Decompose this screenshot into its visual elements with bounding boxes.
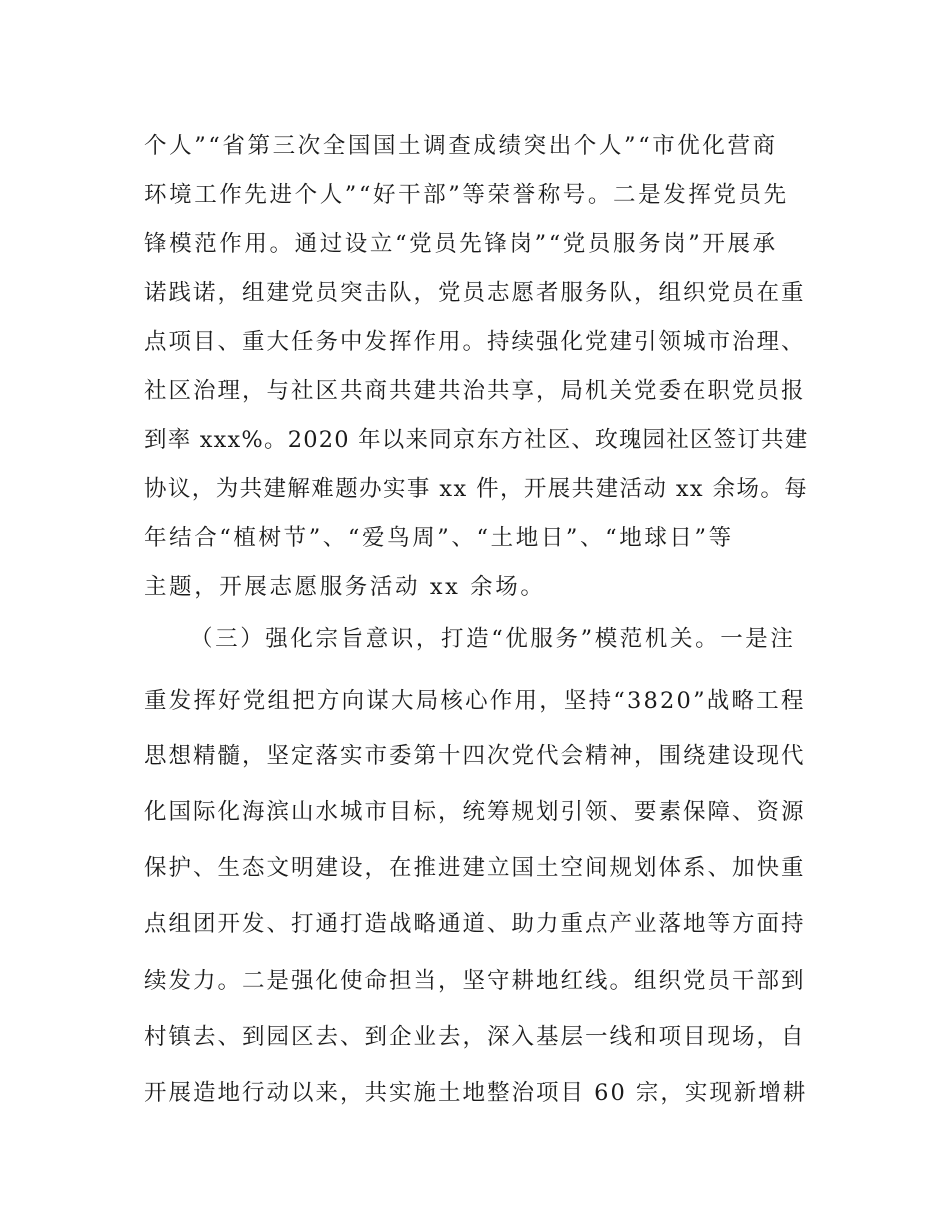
text-line: 主题，开展志愿服务活动 xx 余场。 <box>144 574 546 600</box>
text-line: 年结合“植树节”、“爱鸟周”、“土地日”、“地球日”等 <box>144 525 734 551</box>
text-line: 村镇去、到园区去、到企业去，深入基层一线和项目现场，自 <box>144 1024 806 1050</box>
text-line: 开展造地行动以来，共实施土地整治项目 60 宗，实现新增耕 <box>144 1080 808 1106</box>
text-line: 思想精髓，坚定落实市委第十四次党代会精神，围绕建设现代 <box>144 743 806 769</box>
text-line: 锋模范作用。通过设立“党员先锋岗”“党员服务岗”开展承 <box>144 231 778 257</box>
text-line: 化国际化海滨山水城市目标，统筹规划引领、要素保障、资源 <box>144 799 806 825</box>
text-line: 协议，为共建解难题办实事 xx 件，开展共建活动 xx 余场。每 <box>144 476 809 502</box>
text-line: 社区治理，与社区共商共建共治共享，局机关党委在职党员报 <box>144 378 806 404</box>
text-line: 保护、生态文明建设，在推进建立国土空间规划体系、加快重 <box>144 855 806 881</box>
text-line: 到率 xxx%。2020 年以来同京东方社区、玫瑰园社区签订共建 <box>144 427 809 453</box>
text-line: 个人”“省第三次全国国土调查成绩突出个人”“市优化营商 <box>144 133 778 159</box>
text-line: 点组团开发、打通打造战略通道、助力重点产业落地等方面持 <box>144 911 806 937</box>
text-line: 点项目、重大任务中发挥作用。持续强化党建引领城市治理、 <box>144 329 806 355</box>
text-line: 环境工作先进个人”“好干部”等荣誉称号。二是发挥党员先 <box>144 182 789 208</box>
text-line: 重发挥好党组把方向谋大局核心作用，坚持“3820”战略工程 <box>144 688 806 714</box>
text-line: 续发力。二是强化使命担当，坚守耕地红线。组织党员干部到 <box>144 968 806 994</box>
text-line: 诺践诺，组建党员突击队，党员志愿者服务队，组织党员在重 <box>144 280 806 306</box>
section-heading-line: （三）强化宗旨意识，打造“优服务”模范机关。一是注 <box>190 626 796 652</box>
